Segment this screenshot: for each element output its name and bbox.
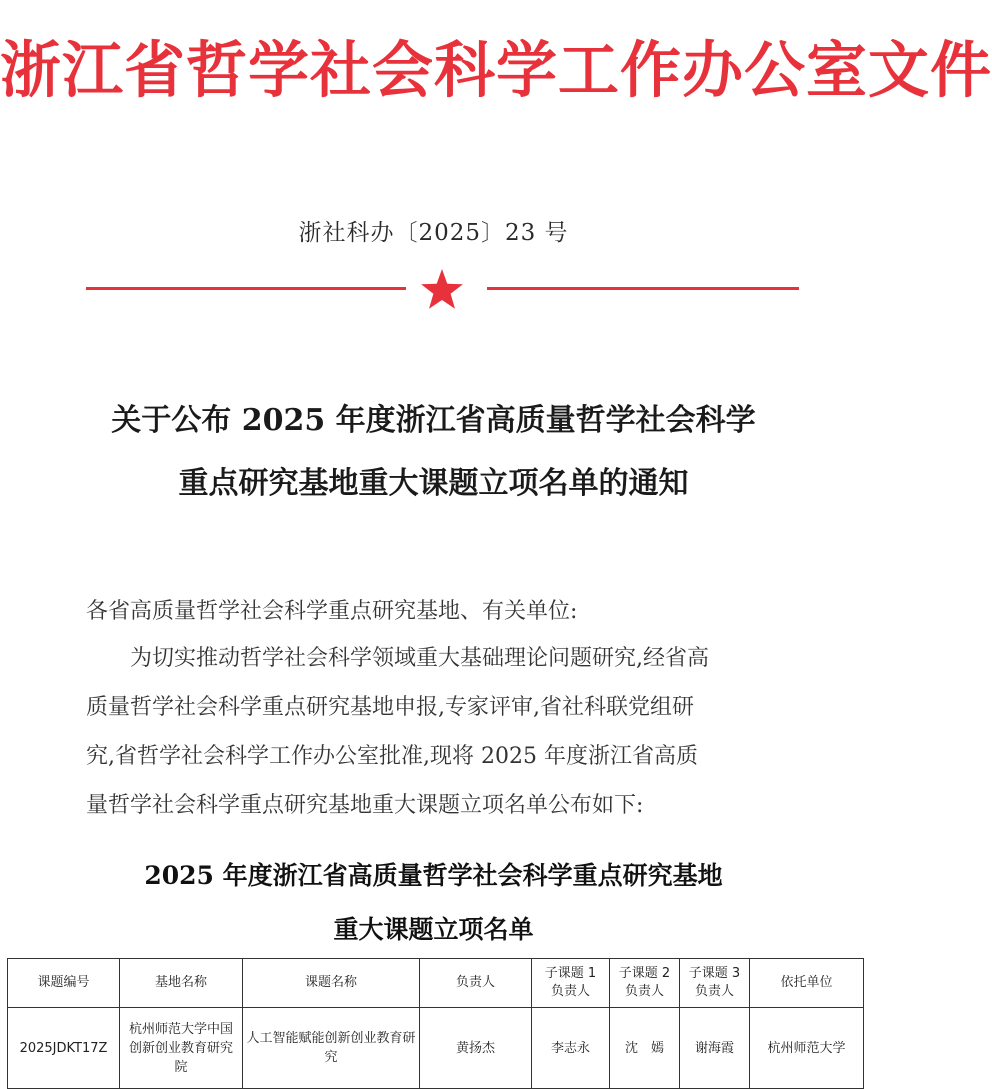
cell-project-title: 人工智能赋能创新创业教育研究 [243,1008,420,1089]
table-header-row [8,959,864,1008]
header-project-title: 课题名称 [243,959,420,1008]
list-title-line1: 2025 年度浙江省高质量哲学社会科学重点研究基地 [144,861,723,890]
list-title-line2: 重大课题立项名单 [333,915,534,944]
cell-sub2-principal: 沈 嫣 [610,1008,680,1089]
paragraph-line: 量哲学社会科学重点研究基地重大课题立项名单公布如下: [86,793,644,818]
cell-sub1-principal: 李志永 [532,1008,610,1089]
project-table [7,958,864,1089]
paragraph-line: 究,省哲学社会科学工作办公室批准,现将 2025 年度浙江省高质 [86,744,698,769]
header-sub3-principal: 子课题 3 负责人 [680,959,750,1008]
notice-title-line2: 重点研究基地重大课题立项名单的通知 [178,466,689,501]
cell-principal: 黄扬杰 [420,1008,532,1089]
paragraph-line: 为切实推动哲学社会科学领域重大基础理论问题研究,经省高 [130,646,709,671]
salutation: 各省高质量哲学社会科学重点研究基地、有关单位: [86,599,578,624]
header-sub1-principal: 子课题 1 负责人 [532,959,610,1008]
paragraph-line: 质量哲学社会科学重点研究基地申报,专家评审,省社科联党组研 [86,695,694,720]
document-header-title: 浙江省哲学社会科学工作办公室文件 [0,35,992,106]
notice-title-line1: 关于公布 2025 年度浙江省高质量哲学社会科学 [111,403,756,438]
cell-base-name: 杭州师范大学中国创新创业教育研究院 [120,1008,243,1089]
table-row [8,1008,864,1089]
cell-sub3-principal: 谢海霞 [680,1008,750,1089]
red-star-icon [420,267,464,311]
cell-host-unit: 杭州师范大学 [750,1008,864,1089]
header-project-code: 课题编号 [8,959,120,1008]
red-divider-left [86,287,406,290]
cell-project-code: 2025JDKT17Z [8,1008,120,1089]
header-base-name: 基地名称 [120,959,243,1008]
header-sub2-principal: 子课题 2 负责人 [610,959,680,1008]
header-principal: 负责人 [420,959,532,1008]
red-divider-right [487,287,799,290]
document-number: 浙社科办〔2025〕23 号 [298,220,569,246]
header-host-unit: 依托单位 [750,959,864,1008]
